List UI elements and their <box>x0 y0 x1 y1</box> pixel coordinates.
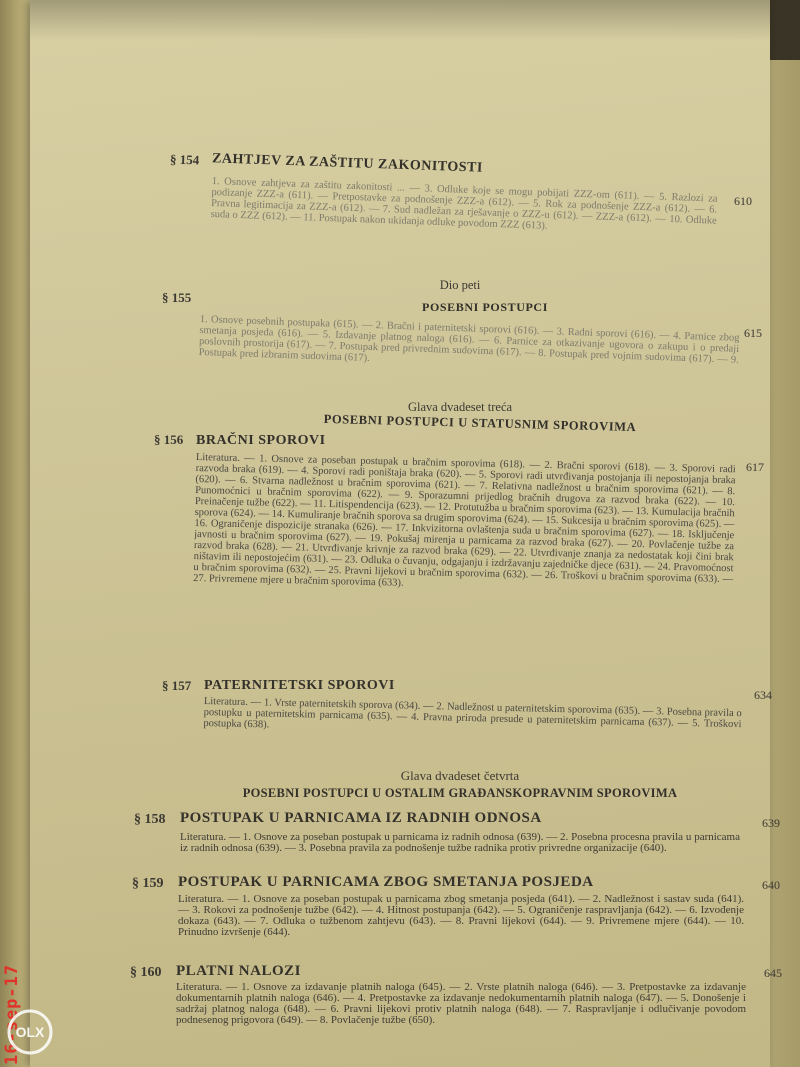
section-title-156: BRAČNI SPOROVI <box>196 433 326 448</box>
olx-logo-text: OLX <box>15 1024 45 1040</box>
section-number-159: § 159 <box>132 876 164 891</box>
section-text-157: Literatura. — 1. Vrste paternitetskih sporova (634). — 2. Nadležnost u paternitetskim sporovima (635). — 3. Posebna pravila o postupku u paternitetskim parnicama (635). — 4. Pravna priroda presude u paternitetskim parnicama (637). — 5. Troškovi postupka (638). <box>203 696 742 731</box>
chapter-23-heading: Glava dvadeset treća <box>407 400 513 414</box>
section-text-159: Literatura. — 1. Osnove za poseban postupak u parnicama zbog smetanja posjeda (641). — 2. Nadležnost i sastav suda (641). — 3. Rokovi za podnošenje tužbe (642). — 4. Hitnost postupanja (642). — 5. Ograničenje raspravljanja (642). — 6. Izvođenje dokaza (643). — 7. Odluka o tužbenom zahtjevu (643). — 8. Pravni lijekovi (644). — 9. Privremene mjere (644). — 10. Prinudno izvršenje (644). <box>178 894 744 938</box>
section-text-155: 1. Osnove posebnih postupaka (615). — 2. Bračni i paternitetski sporovi (616). — 3. Radni sporovi (616). — 4. Parnice zbog smetanja posjeda (616). — 5. Izdavanje platnog naloga (616). — 6. Parnice za otkazivanje ugovora o zakupu i o predaji poslovnih prostorija (617). — 7. Postupak pred privrednim sudovima (617). — 8. Postupak pred vojnim sudovima (617). — 9. Postupak pred izbranim sudovima (617). <box>198 314 740 366</box>
date-stamp: 16-sep-17 <box>2 963 22 1065</box>
section-title-157: PATERNITETSKI SPOROVI <box>204 678 395 693</box>
page-ref-156: 617 <box>746 460 764 474</box>
section-text-156: Literatura. — 1. Osnove za poseban postupak u bračnim sporovima (618). — 2. Bračni sporovi (618). — 3. Sporovi radi razvoda braka (619). — 4. Sporovi radi poništaja braka (620). — 5. Sporovi radi utvrđivanja postojanja ili nepostojanja braka (620). — 6. Stvarna nadležnost u bračnim sporovima (621). — 7. Relativna nadležnost u bračnim sporovima (621). — 8. Punomoćnici u bračnim sporovima (622). — 9. Sporazumni prijedlog bračnih drugova za razvod braka (622). — 10. Preinačenje tužbe (622). — 11. Litispendencija (623). — 12. Protutužba u bračnim sporovima (623). — 13. Kumulacija bračnih sporova (624). — 14. Kumuliranje bračnih sporova sa drugim sporovima (624). — 15. Sukcesija u bračnim sporovima (625). — 16. Ograničenje dispozicije stranaka (626). — 17. Inkvizitorna ovlaštenja suda u bračnim sporovima (627). — 18. Isključenje javnosti u bračnim sporovima (627). — 19. Pokušaj mirenja u parnicama za razvod braka (627). — 20. Povlačenje tužbe za razvod braka (628). — 21. Utvrđivanje krivnje za razvod braka (629). — 22. Utvrđivanje znanja za nedostatak koji čini brak ništavim ili nepostojećim (631). — 23. Odluka o čuvanju, odgajanju i izdržavanju zajedničke djece (631). — 24. Pravomoćnost u bračnim sporovima (632). — 25. Pravni lijekovi u bračnim sporovima (632). — 26. Troškovi u bračnim sporovima (633). — 27. Privremene mjere u bračnim sporovima (633). <box>193 452 736 589</box>
section-title-154: ZAHTJEV ZA ZAŠTITU ZAKONITOSTI <box>211 151 484 176</box>
page-ref-159: 640 <box>762 878 780 892</box>
olx-logo-icon <box>6 1008 54 1056</box>
section-text-158: Literatura. — 1. Osnove za poseban postupak u parnicama iz radnih odnosa (639). — 2. Posebna procesna pravila u parnicama iz radnih odnosa (639). — 3. Posebna pravila za podnošenje tužbe radnika protiv privredne organizacije (640). <box>180 832 740 854</box>
part-heading: Dio peti <box>439 278 481 292</box>
chapter-23-subheading: POSEBNI POSTUPCI U STATUSNIM SPOROVIMA <box>323 411 637 435</box>
chapter-24-heading: Glava dvadeset četvrta <box>400 768 520 783</box>
page-ref-160: 645 <box>764 966 782 980</box>
section-number-158: § 158 <box>134 812 166 827</box>
page-ref-158: 639 <box>762 816 780 830</box>
section-number-155: § 155 <box>162 290 192 305</box>
section-text-160: Literatura. — 1. Osnove za izdavanje platnih naloga (645). — 2. Vrste platnih naloga (646). — 3. Pretpostavke za izdavanje dokumentarnih platnih naloga (646). — 4. Pretpostavke za izdavanje nedokumentarnih platnih naloga (647). — 5. Donošenje i sadržaj platnog naloga (648). — 6. Pravni lijekovi protiv platnih naloga (648). — 7. Raspravljanje i odlučivanje povodom podnesenog prigovora (649). — 8. Povlačenje tužbe (650). <box>176 982 746 1026</box>
page-ref-154: 610 <box>734 194 752 208</box>
section-title-159: POSTUPAK U PARNICAMA ZBOG SMETANJA POSJEDA <box>178 874 594 890</box>
section-title-160: PLATNI NALOZI <box>176 963 301 979</box>
section-title-155: POSEBNI POSTUPCI <box>422 300 548 314</box>
book-page <box>30 0 782 1067</box>
chapter-24-subheading: POSEBNI POSTUPCI U OSTALIM GRAĐANSKOPRAVNIM SPOROVIMA <box>242 786 678 800</box>
section-number-160: § 160 <box>130 965 162 980</box>
page-ref-155: 615 <box>744 326 762 340</box>
section-number-154: § 154 <box>169 151 200 168</box>
section-number-157: § 157 <box>162 678 192 693</box>
section-number-156: § 156 <box>154 432 184 447</box>
section-title-158: POSTUPAK U PARNICAMA IZ RADNIH ODNOSA <box>180 810 542 826</box>
page-ref-157: 634 <box>754 688 772 702</box>
section-text-154: 1. Osnove zahtjeva za zaštitu zakonitosti ... — 3. Odluke koje se mogu pobijati ZZZ-om (611). — 5. Razlozi za podizanje ZZZ-a (611). — Pretpostavke za podnošenje ZZZ-a (612). — 5. Rok za podnošenje ZZZ-a (612). — 6. Pravna legitimacija za ZZZ-a (612). — 7. Sud nadležan za rješavanje o ZZZ-u (612). — ZZZ-a (612). — 10. Odluke suda o ZZZ (612). — 11. Postupak nakon ukidanja odluke povodom ZZZ (613). <box>210 176 718 232</box>
